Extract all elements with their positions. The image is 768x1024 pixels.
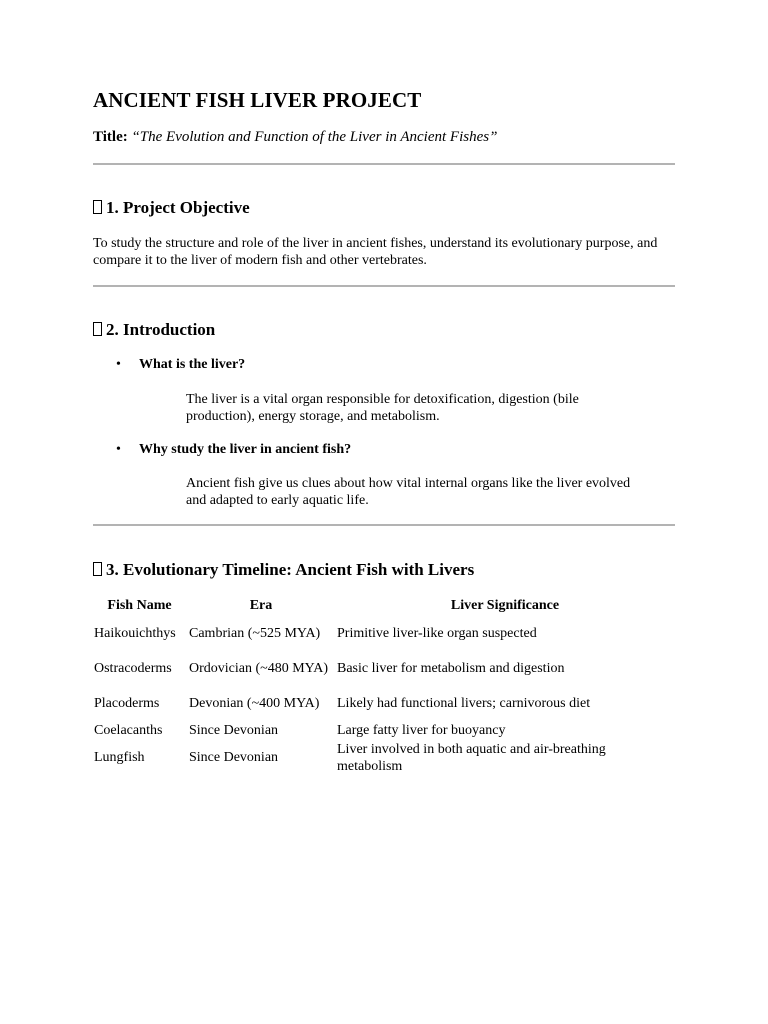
- table-cell: Large fatty liver for buoyancy: [337, 723, 506, 738]
- objective-paragraph: To study the structure and role of the liver in ancient fishes, understand its evolutionary purpose, and compare it to the liver of modern fish and other vertebrates.: [93, 236, 658, 268]
- bullet-icon: •: [116, 357, 121, 372]
- bullet-question: Why study the liver in ancient fish?: [139, 442, 352, 457]
- table-cell: Since Devonian: [189, 750, 279, 765]
- table-cell: Since Devonian: [189, 723, 279, 738]
- table-row: [92, 616, 675, 651]
- table-cell: Ordovician (~480 MYA): [189, 661, 328, 676]
- project-title-line: [93, 129, 497, 146]
- section-heading-text: 2. Introduction: [106, 320, 216, 339]
- table-cell: Lungfish: [94, 750, 145, 765]
- table-row: [92, 686, 675, 721]
- table-row: [92, 740, 675, 775]
- section-heading-timeline: [93, 560, 474, 580]
- column-header: Fish Name: [107, 598, 172, 613]
- table-header-row: [92, 595, 675, 616]
- document-title: ANCIENT FISH LIVER PROJECT: [93, 88, 422, 112]
- section-heading-text: 1. Project Objective: [106, 198, 250, 217]
- table-row: [92, 651, 675, 686]
- column-header: Era: [249, 598, 273, 613]
- table-cell: Liver involved in both aquatic and air-breathing metabolism: [337, 741, 606, 774]
- table-cell: Coelacanths: [94, 723, 163, 738]
- project-title-value: “The Evolution and Function of the Liver in Ancient Fishes”: [131, 129, 498, 145]
- bullet-question: What is the liver?: [139, 357, 246, 372]
- divider: [93, 163, 675, 165]
- table-cell: Basic liver for metabolism and digestion: [337, 661, 565, 676]
- table-cell: Likely had functional livers; carnivorous diet: [337, 696, 591, 711]
- section-heading-objective: [93, 198, 250, 218]
- table-cell: Cambrian (~525 MYA): [189, 626, 321, 641]
- bullet-answer: Ancient fish give us clues about how vital internal organs like the liver evolved and adapted to early aquatic life.: [186, 476, 631, 508]
- bullet-answer: The liver is a vital organ responsible for detoxification, digestion (bile production), energy storage, and metabolism.: [186, 392, 579, 424]
- timeline-table: [92, 595, 675, 775]
- table-cell: Primitive liver-like organ suspected: [337, 626, 537, 641]
- bullet-icon: •: [116, 442, 121, 457]
- section-heading-introduction: [93, 320, 215, 340]
- divider: [93, 285, 675, 287]
- section-heading-text: 3. Evolutionary Timeline: Ancient Fish with Livers: [106, 560, 475, 579]
- project-title-label: Title:: [93, 129, 128, 145]
- divider: [93, 524, 675, 526]
- table-cell: Ostracoderms: [94, 661, 172, 676]
- table-row: [92, 721, 675, 740]
- column-header: Liver Significance: [450, 598, 560, 613]
- missing-glyph-box-icon: [93, 200, 102, 214]
- missing-glyph-box-icon: [93, 322, 102, 336]
- missing-glyph-box-icon: [93, 562, 102, 576]
- table-cell: Devonian (~400 MYA): [189, 696, 320, 711]
- table-cell: Haikouichthys: [94, 626, 176, 641]
- table-cell: Placoderms: [94, 696, 160, 711]
